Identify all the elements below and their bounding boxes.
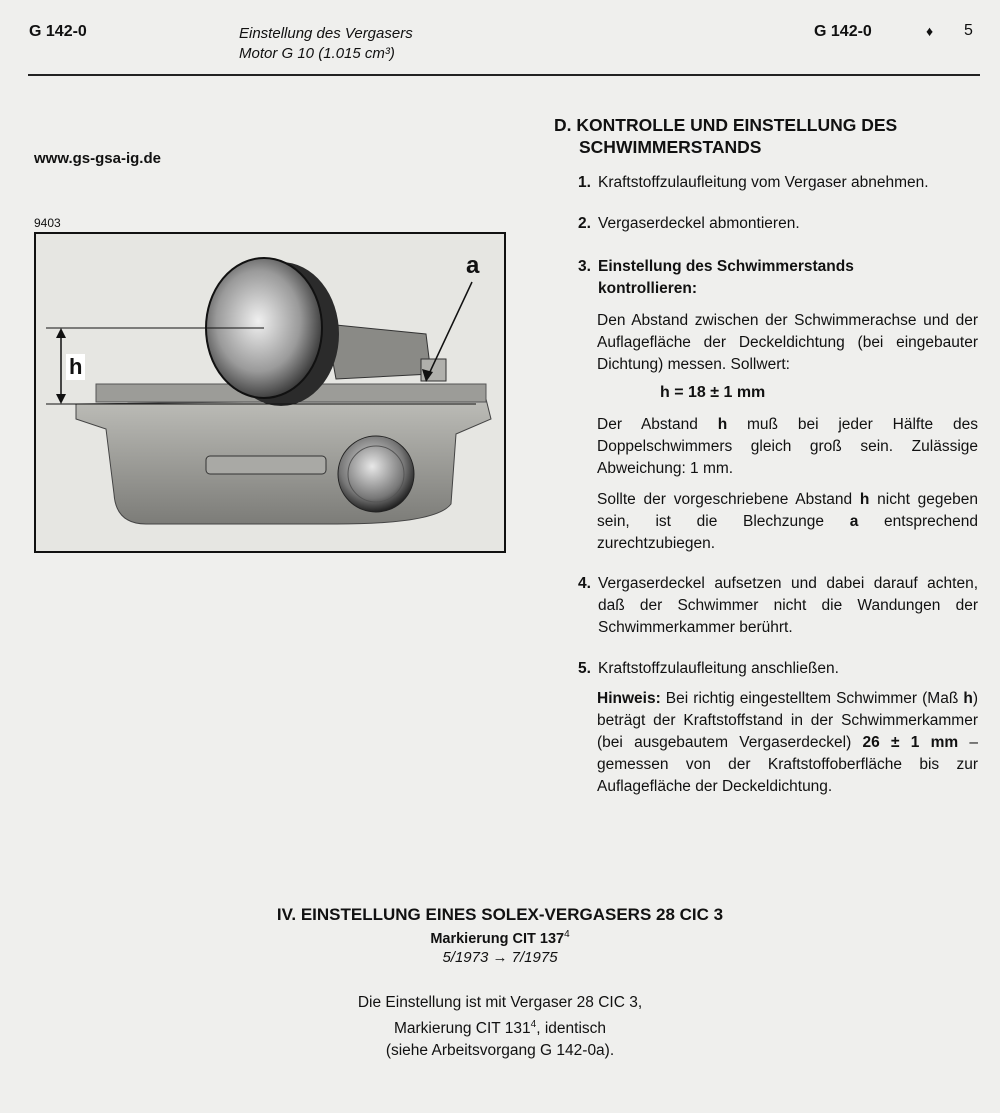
page-number: 5 (964, 22, 973, 39)
step-5-note (597, 688, 978, 798)
step-4-text: Vergaserdeckel aufsetzen und dabei darauf achten, daß der Schwimmer nicht die Wandungen der Schwimmerkammer berührt. (598, 575, 978, 636)
section-iv-line2 (0, 1014, 1000, 1040)
step-2 (578, 213, 978, 235)
line2-text-b: , identisch (536, 1020, 607, 1038)
para3-h: h (859, 491, 870, 508)
figure-number: 9403 (34, 216, 61, 230)
para3-a: a (849, 513, 859, 530)
line2-sup: 4 (530, 1019, 537, 1030)
figure-label-a: a (466, 252, 480, 279)
para2-text-b: muß bei jeder Hälfte des Doppelschwimmers gleich groß sein. Zulässige Abweichung: 1 mm. (597, 416, 978, 477)
header-title-line1: Einstellung des Vergasers (239, 25, 413, 42)
section-iv-body (0, 992, 1000, 1062)
step-3-paragraph-2 (597, 414, 978, 480)
header-code-right: G 142-0 (814, 23, 872, 40)
figure-label-h: h (66, 354, 85, 380)
step-5-number: 5. (578, 660, 591, 677)
para2-text-a: Der Abstand (597, 416, 718, 433)
step-3-formula: h = 18 ± 1 mm (660, 384, 766, 401)
marking-sup: 4 (564, 929, 570, 940)
section-iv (0, 904, 1000, 968)
note-h: h (963, 690, 973, 707)
section-iv-line3: (siehe Arbeitsvorgang G 142-0a). (385, 1042, 615, 1060)
step-4 (578, 573, 978, 639)
step-3-heading (578, 256, 978, 300)
section-iv-dates: 5/1973 → 7/1975 (442, 948, 558, 966)
header-title-line2: Motor G 10 (1.015 cm³) (239, 45, 395, 62)
step-3-title-line1: Einstellung des Schwimmerstands (598, 258, 854, 275)
section-iv-title: IV. EINSTELLUNG EINES SOLEX-VERGASERS 28 CIC 3 (276, 905, 724, 924)
step-5 (578, 658, 978, 680)
diamond-icon: ♦ (926, 23, 934, 39)
carburetor-illustration (36, 234, 504, 551)
note-text-c: – gemessen von der Kraftstoffoberfläche bis zur Auflagefläche der Deckeldichtung. (597, 734, 978, 795)
step-5-text: Kraftstoffzulaufleitung anschließen. (598, 660, 839, 677)
step-3-paragraph-3 (597, 489, 978, 555)
section-iv-line1: Die Einstellung ist mit Vergaser 28 CIC 3, (357, 994, 643, 1011)
website-url[interactable]: www.gs-gsa-ig.de (34, 150, 161, 167)
para3-text-a: Sollte der vorgeschriebene Abstand (597, 491, 860, 508)
step-1-text: Kraftstoffzulaufleitung vom Vergaser abnehmen. (598, 174, 929, 191)
para3-text-c: entsprechend zurechtzubiegen. (597, 513, 978, 552)
section-iv-marking (0, 926, 1000, 948)
step-1-number: 1. (578, 174, 591, 191)
note-value: 26 ± 1 mm (862, 734, 959, 751)
header-code-left: G 142-0 (29, 23, 87, 40)
header-title (239, 24, 413, 64)
line2-text-a: Markierung CIT 131 (393, 1020, 531, 1038)
marking-text: Markierung CIT 137 (430, 930, 565, 947)
carburetor-photo (34, 232, 506, 553)
section-d-title-line2: SCHWIMMERSTANDS (579, 137, 762, 157)
section-d-title-line1: D. KONTROLLE UND EINSTELLUNG DES (554, 115, 898, 135)
note-text-b: ) beträgt der Kraftstoffstand in der Schwimmerkammer (bei ausgebautem Vergaserdeckel) (597, 690, 978, 751)
note-text-a: Bei richtig eingestelltem Schwimmer (Maß (660, 690, 964, 707)
step-3-paragraph-1: Den Abstand zwischen der Schwimmerachse und der Auflagefläche der Deckeldichtung (bei eingebauter Dichtung) messen. Sollwert: (597, 312, 978, 373)
header-rule (28, 74, 980, 76)
section-d-title (554, 114, 897, 158)
step-3-title-line2: kontrollieren: (598, 280, 698, 297)
step-4-number: 4. (578, 575, 591, 592)
para2-h: h (717, 416, 728, 433)
step-2-number: 2. (578, 215, 591, 232)
step-2-text: Vergaserdeckel abmontieren. (598, 215, 800, 232)
step-1 (578, 172, 978, 194)
note-label: Hinweis: (597, 690, 661, 707)
step-3-number: 3. (578, 258, 591, 275)
para3-text-b: nicht gegeben sein, ist die Blechzunge (597, 491, 978, 530)
